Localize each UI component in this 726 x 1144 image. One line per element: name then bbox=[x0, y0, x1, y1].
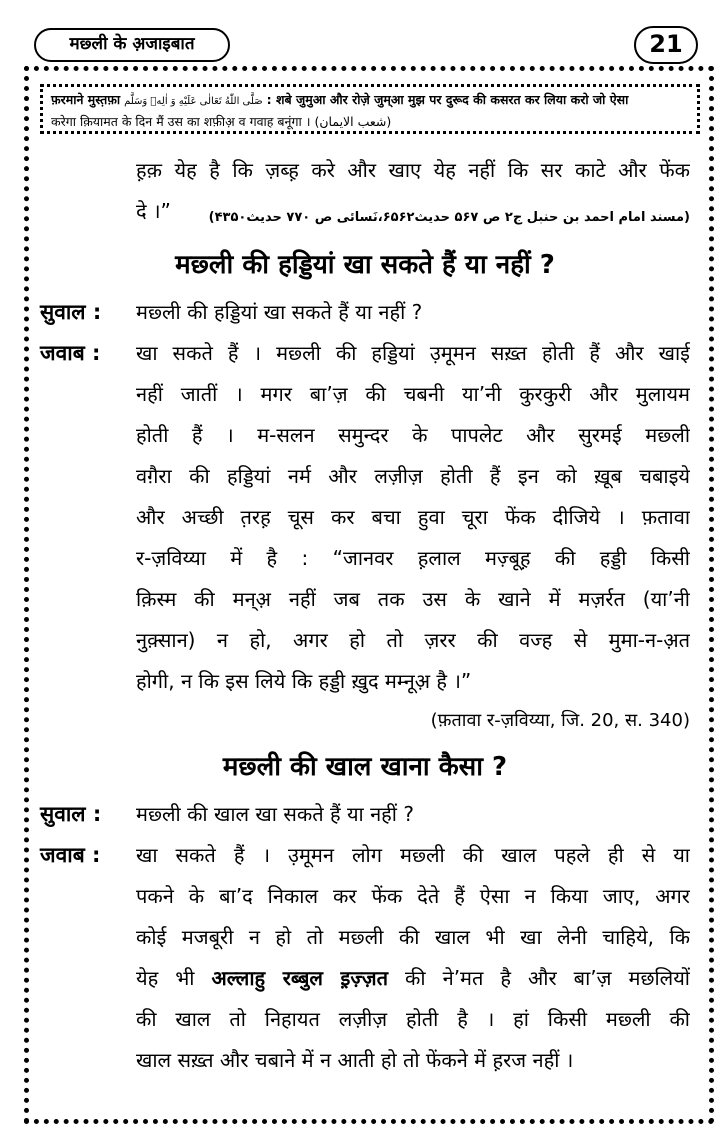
answer-label: जवाब : bbox=[40, 341, 101, 365]
saying-label: फ़रमाने मुस्त़फ़ा bbox=[51, 92, 121, 107]
question-label: सुवाल : bbox=[40, 802, 102, 826]
answer-line: र-ज़विय्या में है : “जानवर ह़लाल मज़्बूह़ की हड्डी किसी bbox=[136, 546, 690, 570]
saying-line-2 bbox=[51, 112, 689, 132]
answer-line: की खाल तो निहायत लज़ीज़ होती है । हां किसी मछ्ली की bbox=[136, 1007, 690, 1031]
answer-line: होगी, न कि इस लिये कि हड्डी ख़ुद मम्नूअ़ है ।” bbox=[136, 669, 472, 693]
intro-line-2 bbox=[40, 191, 690, 238]
question-text: मछ्ली की हड्डियां खा सकते हैं या नहीं ? bbox=[136, 300, 423, 324]
page-content bbox=[40, 150, 690, 1081]
question-text: मछ्ली की खाल खा सकते हैं या नहीं ? bbox=[136, 802, 414, 826]
answer-line: क़िस्म की मन्अ़ नहीं जब तक उस के खाने में मज़र्रत (या’नी bbox=[136, 587, 690, 611]
answer-line: होती हैं । म-सलन समुन्दर के पापलेट और सुरमई मछ्ली bbox=[136, 423, 690, 447]
answer-label: जवाब : bbox=[40, 843, 101, 867]
answer-line-4-pre: येह भी bbox=[136, 966, 212, 990]
answer-line: वग़ैरा की हड्डियां नर्म और लज़ीज़ होती हैं इन को ख़ूब चबाइये bbox=[136, 464, 690, 488]
answer-line bbox=[136, 958, 690, 999]
answer-body bbox=[136, 333, 690, 702]
book-title: मछ्ली के अ़जाइबात bbox=[34, 28, 230, 62]
saying-source: (شعب الایمان) bbox=[314, 114, 392, 129]
intro-arabic-reference: (مسند امام احمد بن حنبل ج۲ ص ۵۶۷ حدیث۶۵۶۲،نَسائی ص ۷۷۰ حدیث۴۳۵۰) bbox=[208, 210, 690, 225]
question-label: सुवाल : bbox=[40, 300, 102, 324]
answer-line: पकने के बा’द निकाल कर फेंक देते हैं ऐसा न किया जाए, अगर bbox=[136, 884, 690, 908]
section-1-reference: (फ़तावा र-ज़विय्या, जि. 20, स. 340) bbox=[430, 710, 690, 731]
saying-honorific: صَلَّی اللّٰهُ تَعَالٰی عَلَیْهِ وَ اٰلِهٖ وَسَلَّم bbox=[124, 96, 263, 107]
page-number: 21 bbox=[634, 26, 698, 64]
section-1-question bbox=[40, 292, 690, 333]
intro-line-2-text: दे ।” bbox=[136, 199, 171, 223]
answer-line: नहीं जातीं । मगर बा’ज़ की चबनी या’नी कुरकुरी और मुलायम bbox=[136, 382, 690, 406]
answer-line: खाल सख़्त और चबाने में न आती हो तो फेंकने में ह़रज नहीं । bbox=[136, 1048, 574, 1072]
saying-line-1 bbox=[51, 90, 689, 112]
divine-name: अल्लाहु रब्बुल इ़ज़्ज़त bbox=[211, 966, 389, 990]
section-2-answer bbox=[40, 835, 690, 1081]
answer-line: खा सकते हैं । मछ्ली की हड्डियां उ़मूमन सख़्त होती हैं और खाई bbox=[136, 341, 690, 365]
answer-line: नुक़्सान) न हो, अगर हो तो ज़रर की वज्ह से मुमा-न-अ़त bbox=[136, 628, 690, 652]
intro-line-1: ह़क़ येह है कि ज़ब्ह़ करे और खाए येह नहीं कि सर काटे और फेंक bbox=[136, 158, 690, 182]
prophet-saying-box bbox=[40, 84, 700, 134]
answer-line-4-post: की ने’मत है और बा’ज़ मछलियों bbox=[388, 966, 690, 990]
answer-line: खा सकते हैं । उ़मूमन लोग मछ्ली की खाल पहले ही से या bbox=[136, 843, 690, 867]
section-2-heading: मछ्ली की खाल खाना कैसा ? bbox=[222, 752, 508, 782]
answer-body bbox=[136, 835, 690, 1081]
section-1-heading: मछ्ली की हड्डियां खा सकते हैं या नहीं ? bbox=[175, 250, 555, 280]
section-2-question bbox=[40, 794, 690, 835]
saying-text-2: करेगा क़ियामत के दिन मैं उस का शफ़ीअ़ व गवाह बनूंगा । bbox=[51, 114, 311, 129]
answer-line: और अच्छी त़रह़ चूस कर बचा हुवा चूरा फेंक दीजिये । फ़तावा bbox=[136, 505, 690, 529]
answer-line: कोई मजबूरी न हो तो मछ्ली की खाल भी खा लेनी चाहिये, कि bbox=[136, 925, 690, 949]
section-1-answer bbox=[40, 333, 690, 702]
saying-text-1: : शबे जुमुआ और रोज़े जुम्आ मुझ पर दुरूद की कसरत कर लिया करो जो ऐसा bbox=[266, 92, 629, 107]
